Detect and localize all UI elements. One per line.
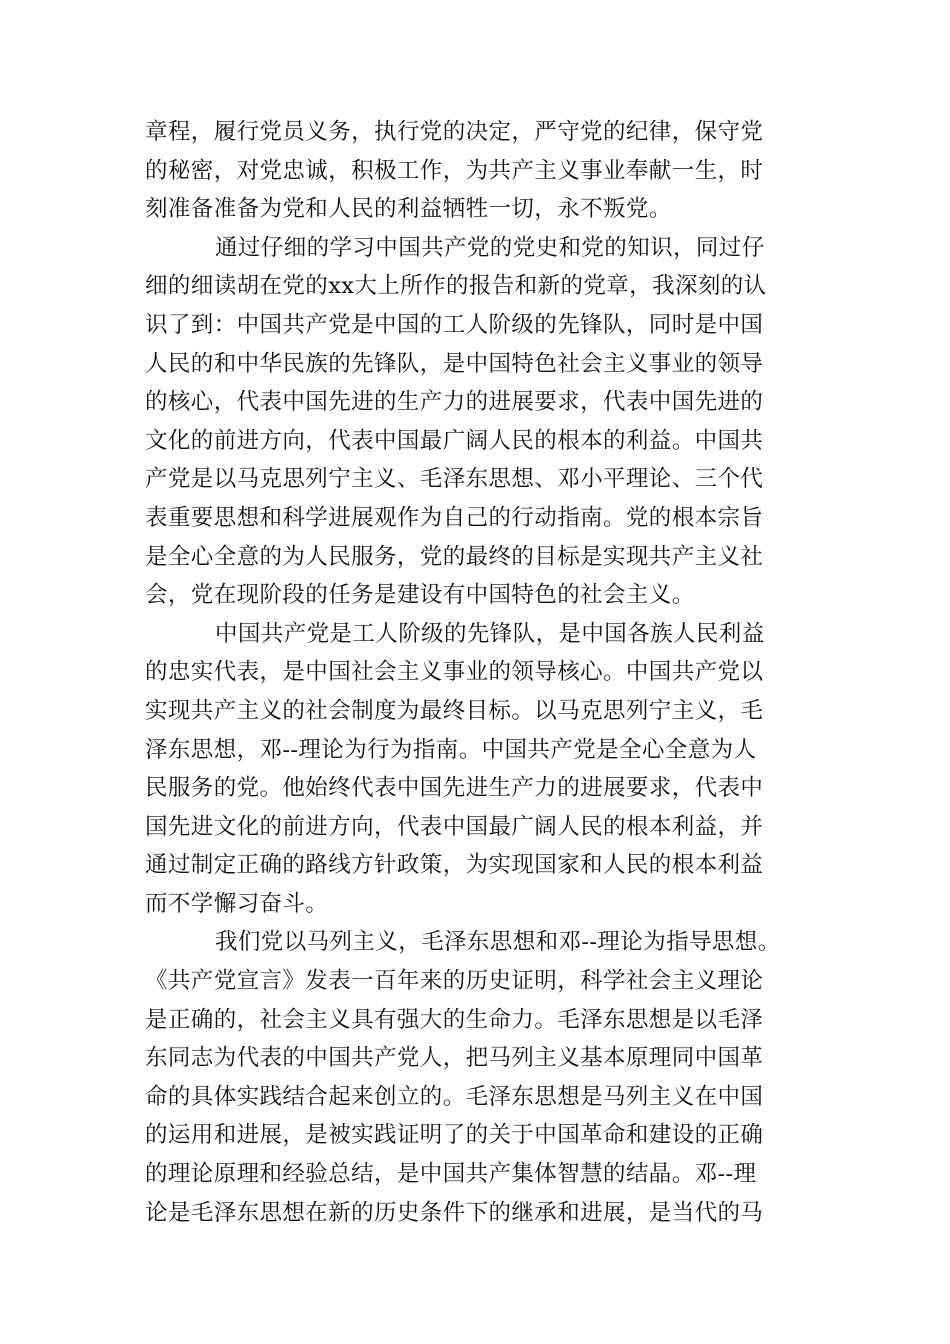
text-line: 实现共产主义的社会制度为最终目标。以马克思列宁主义，毛: [145, 697, 764, 724]
body-text: [145, 113, 805, 1232]
text-line: 的运用和进展，是被实践证明了的关于中国革命和建设的正确: [145, 1122, 764, 1149]
text-line: 章程，履行党员义务，执行党的决定，严守党的纪律，保守党: [145, 119, 764, 145]
paragraph-first-line: 通过仔细的学习中国共产党的党史和党的知识，同过仔: [215, 234, 765, 261]
text-line: 的核心，代表中国先进的生产力的进展要求，代表中国先进的: [145, 389, 764, 416]
text-line: 论是毛泽东思想在新的历史条件下的继承和进展，是当代的马: [145, 1199, 764, 1226]
text-line: 的秘密，对党忠诚，积极工作，为共产主义事业奉献一生，时: [145, 157, 764, 184]
text-line: 通过制定正确的路线方针政策，为实现国家和人民的根本利益: [145, 852, 764, 879]
text-line: 命的具体实践结合起来创立的。毛泽东思想是马列主义在中国: [145, 1083, 764, 1110]
text-line: 泽东思想，邓--理论为行为指南。中国共产党是全心全意为人: [145, 736, 757, 763]
paragraph-first-line: 我们党以马列主义，毛泽东思想和邓--理论为指导思想。: [215, 929, 781, 956]
text-line: 刻准备准备为党和人民的利益牺牲一切，永不叛党。: [145, 196, 672, 223]
paragraph-first-line: 中国共产党是工人阶级的先锋队，是中国各族人民利益: [215, 620, 765, 647]
text-line: 东同志为代表的中国共产党人，把马列主义基本原理同中国革: [145, 1045, 764, 1072]
text-line: 的忠实代表，是中国社会主义事业的领导核心。中国共产党以: [145, 659, 764, 686]
text-line: 文化的前进方向，代表中国最广阔人民的根本的利益。中国共: [145, 427, 764, 454]
text-line: 人民的和中华民族的先锋队，是中国特色社会主义事业的领导: [145, 350, 764, 377]
text-line: 表重要思想和科学进展观作为自己的行动指南。党的根本宗旨: [145, 504, 764, 531]
text-line: 是正确的，社会主义具有强大的生命力。毛泽东思想是以毛泽: [145, 1006, 764, 1033]
text-line: 识了到：中国共产党是中国的工人阶级的先锋队，同时是中国: [145, 311, 764, 338]
text-line: 细的细读胡在党的xx大上所作的报告和新的党章，我深刻的认: [145, 273, 767, 300]
text-line: 是全心全意的为人民服务，党的最终的目标是实现共产主义社: [145, 543, 764, 570]
text-line: 会，党在现阶段的任务是建设有中国特色的社会主义。: [145, 582, 695, 609]
text-line: 产党是以马克思列宁主义、毛泽东思想、邓小平理论、三个代: [145, 466, 764, 493]
text-line: 民服务的党。他始终代表中国先进生产力的进展要求，代表中: [145, 775, 764, 802]
text-line: 而不学懈习奋斗。: [145, 890, 329, 917]
text-line: 的理论原理和经验总结，是中国共产集体智慧的结晶。邓--理: [145, 1161, 757, 1188]
text-line: 国先进文化的前进方向，代表中国最广阔人民的根本利益，并: [145, 813, 764, 840]
text-line: 《共产党宣言》发表一百年来的历史证明，科学社会主义理论: [145, 968, 764, 995]
